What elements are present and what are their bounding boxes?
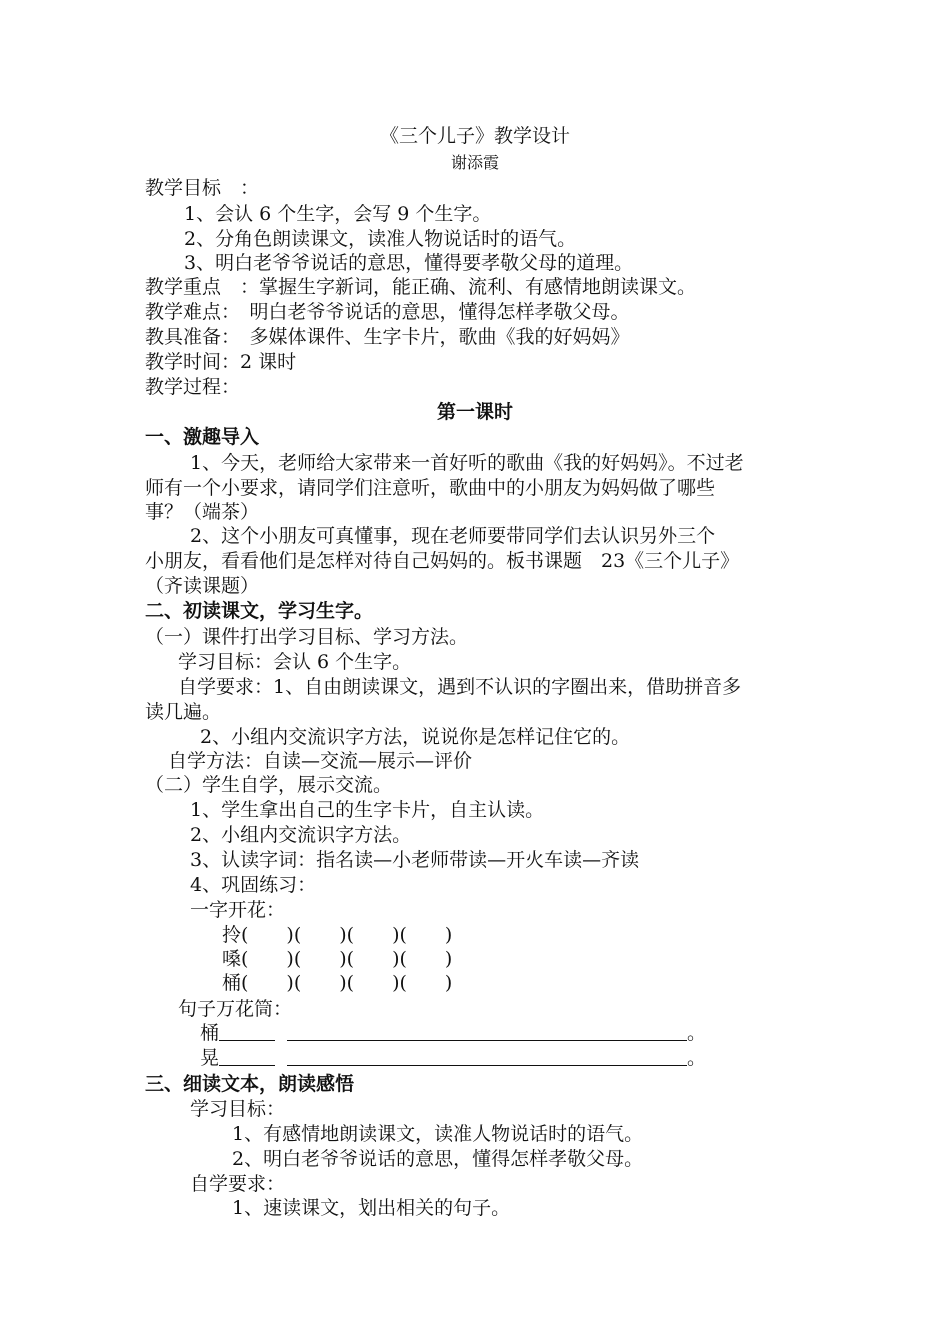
subsection-heading: （一）课件打出学习目标、学习方法。 [145,626,469,648]
paragraph-line: 2、小组内交流识字方法，说说你是怎样记住它的。 [200,726,631,748]
flower-row [222,947,452,971]
step-item: 4、巩固练习： [190,874,317,896]
section-heading: 一、激趣导入 [145,426,260,448]
blank-paren: ( ) [241,924,294,946]
blank-paren: ( ) [346,948,400,970]
goal-item: 3、明白老爷爷说话的意思，懂得要孝敬父母的道理。 [184,252,634,274]
exercise-label: 句子万花筒： [178,998,293,1020]
blank-line-short [219,1022,275,1041]
tools-line: 教具准备： 多媒体课件、生字卡片，歌曲《我的好妈妈》 [145,326,630,348]
blank-paren: ( ) [346,972,400,994]
flower-row [222,971,452,995]
paragraph-line: 事？（端茶） [145,501,260,523]
subsection-heading: （二）学生自学，展示交流。 [145,774,393,796]
goal-item: 1、有感情地朗读课文，读准人物说话时的语气。 [232,1123,644,1145]
blank-paren: ( ) [399,948,453,970]
lesson-heading: 第一课时 [436,401,513,423]
blank-line-short [219,1047,275,1066]
blank-paren: ( ) [399,924,453,946]
paragraph-line: 2、这个小朋友可真懂事，现在老师要带同学们去认识另外三个 [190,525,716,547]
paragraph-line: 读几遍。 [145,701,222,723]
author: 谢添霞 [450,153,499,172]
section-heading: 二、初读课文，学习生字。 [145,600,374,622]
focus-line: 教学重点 ：掌握生字新词，能正确、流利、有感情地朗读课文。 [145,276,697,298]
exercise-label: 学习目标： [190,1098,286,1120]
flower-char: 桶 [222,972,242,994]
paragraph-line: 师有一个小要求，请同学们注意听，歌曲中的小朋友为妈妈做了哪些 [145,477,716,499]
blank-paren: ( ) [293,948,347,970]
document-title: 《三个儿子》教学设计 [379,125,570,147]
sentence-row [200,1021,706,1045]
difficulty-line: 教学难点： 明白老爷爷说话的意思，懂得怎样孝敬父母。 [145,301,630,323]
blank-paren: ( ) [241,972,294,994]
flower-char: 嗓 [222,948,242,970]
blank-line-long [287,1047,687,1066]
step-item: 2、小组内交流识字方法。 [190,824,412,846]
period: 。 [687,1047,707,1069]
paragraph-line: 自学方法：自读—交流—展示—评价 [168,750,473,772]
exercise-label: 自学要求： [190,1173,286,1195]
flower-row [222,923,452,947]
blank-paren: ( ) [293,972,347,994]
period: 。 [687,1022,707,1044]
goal-item: 2、明白老爷爷说话的意思，懂得怎样孝敬父母。 [232,1148,644,1170]
section-heading: 三、细读文本，朗读感悟 [145,1073,355,1095]
goal-item: 2、分角色朗读课文，读准人物说话时的语气。 [184,228,577,250]
sentence-char: 晃 [200,1047,220,1069]
paragraph-line: 自学要求：1、自由朗读课文，遇到不认识的字圈出来，借助拼音多 [178,676,742,698]
blank-paren: ( ) [346,924,400,946]
flower-char: 拎 [222,924,242,946]
process-line: 教学过程： [145,376,241,398]
blank-paren: ( ) [399,972,453,994]
exercise-label: 一字开花： [190,899,286,921]
time-line: 教学时间：2 课时 [145,351,297,373]
paragraph-line: 1、今天，老师给大家带来一首好听的歌曲《我的好妈妈》。不过老 [190,452,744,474]
paragraph-line: （齐读课题） [145,575,260,597]
goals-heading: 教学目标 ： [145,177,260,199]
goal-item: 1、会认 6 个生字，会写 9 个生字。 [184,203,492,225]
paragraph-line: 小朋友，看看他们是怎样对待自己妈妈的。板书课题 23《三个儿子》 [145,550,740,572]
step-item: 3、认读字词：指名读—小老师带读—开火车读—齐读 [190,849,640,871]
blank-paren: ( ) [241,948,294,970]
paragraph-line: 学习目标：会认 6 个生字。 [178,651,412,673]
requirement-item: 1、速读课文，划出相关的句子。 [232,1197,511,1219]
sentence-char: 桶 [200,1022,220,1044]
step-item: 1、学生拿出自己的生字卡片，自主认读。 [190,799,545,821]
sentence-row [200,1046,706,1070]
blank-paren: ( ) [293,924,347,946]
blank-line-long [287,1022,687,1041]
